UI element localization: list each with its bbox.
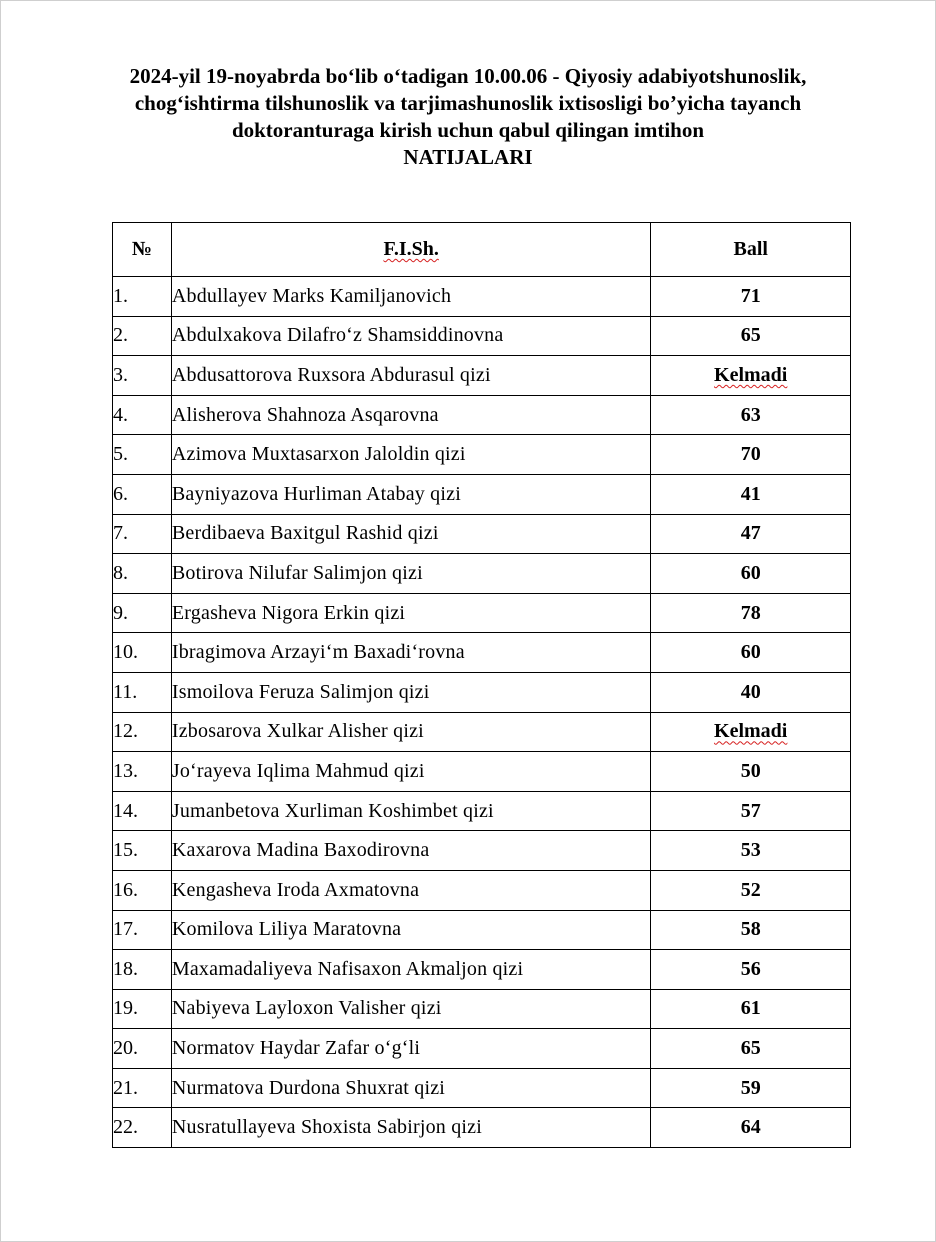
row-number: 22. [113, 1108, 172, 1148]
row-score: 64 [740, 1116, 761, 1139]
table-row [113, 277, 851, 317]
row-full-name: Izbosarova Xulkar Alisher qizi [171, 712, 651, 752]
row-score: 71 [740, 284, 761, 307]
row-score-cell [651, 989, 851, 1029]
row-number: 20. [113, 1029, 172, 1069]
row-score: 65 [740, 324, 761, 347]
row-score: 63 [740, 403, 761, 426]
row-score: 58 [740, 918, 761, 941]
table-row [113, 791, 851, 831]
results-table [112, 222, 851, 1148]
row-full-name: Kaxarova Madina Baxodirovna [171, 831, 651, 871]
row-number: 3. [113, 356, 172, 396]
row-full-name: Abdusattorova Ruxsora Abdurasul qizi [171, 356, 651, 396]
row-number: 15. [113, 831, 172, 871]
results-table-body [113, 277, 851, 1148]
row-score: 61 [740, 997, 761, 1020]
row-full-name: Ismoilova Feruza Salimjon qizi [171, 672, 651, 712]
table-row [113, 395, 851, 435]
table-row [113, 712, 851, 752]
row-score: 70 [740, 443, 761, 466]
column-header-number: № [113, 223, 172, 277]
row-score-cell [651, 277, 851, 317]
header-title: NATIJALARI [403, 145, 533, 169]
row-full-name: Nusratullayeva Shoxista Sabirjon qizi [171, 1108, 651, 1148]
table-header-row [113, 223, 851, 277]
row-number: 5. [113, 435, 172, 475]
row-score: Kelmadi [714, 720, 788, 743]
row-score: 60 [740, 641, 761, 664]
row-full-name: Botirova Nilufar Salimjon qizi [171, 554, 651, 594]
row-number: 9. [113, 593, 172, 633]
row-number: 19. [113, 989, 172, 1029]
row-score: 56 [740, 957, 761, 980]
row-number: 18. [113, 950, 172, 990]
table-row [113, 633, 851, 673]
row-number: 11. [113, 672, 172, 712]
row-number: 2. [113, 316, 172, 356]
table-row [113, 870, 851, 910]
table-row [113, 356, 851, 396]
header-line-3: doktoranturaga kirish uchun qabul qilingan imtihon [231, 118, 705, 142]
row-score-cell [651, 316, 851, 356]
row-score-cell [651, 554, 851, 594]
row-full-name: Berdibaeva Baxitgul Rashid qizi [171, 514, 651, 554]
row-score: 40 [740, 680, 761, 703]
row-full-name: Abdullayev Marks Kamiljanovich [171, 277, 651, 317]
row-score-cell [651, 1029, 851, 1069]
row-number: 1. [113, 277, 172, 317]
row-score: Kelmadi [714, 363, 788, 386]
row-score-cell [651, 910, 851, 950]
row-full-name: Jo‘rayeva Iqlima Mahmud qizi [171, 752, 651, 792]
row-score: 53 [740, 839, 761, 862]
row-full-name: Nabiyeva Layloxon Valisher qizi [171, 989, 651, 1029]
table-row [113, 435, 851, 475]
row-score-cell [651, 395, 851, 435]
row-number: 17. [113, 910, 172, 950]
row-number: 16. [113, 870, 172, 910]
row-number: 10. [113, 633, 172, 673]
table-row [113, 672, 851, 712]
header-line-2: chog‘ishtirma tilshunoslik va tarjimashunoslik ixtisosligi bo’yicha tayanch [134, 91, 802, 115]
column-header-name-text: F.I.Sh. [383, 238, 439, 260]
row-score-cell [651, 752, 851, 792]
document-header [1, 63, 935, 171]
row-score: 57 [740, 799, 761, 822]
row-full-name: Alisherova Shahnoza Asqarovna [171, 395, 651, 435]
row-score-cell [651, 633, 851, 673]
row-score-cell [651, 593, 851, 633]
row-score: 47 [740, 522, 761, 545]
column-header-ball: Ball [651, 223, 851, 277]
row-full-name: Abdulxakova Dilafro‘z Shamsiddinovna [171, 316, 651, 356]
row-score: 78 [740, 601, 761, 624]
row-score: 60 [740, 561, 761, 584]
table-row [113, 752, 851, 792]
row-full-name: Ibragimova Arzayi‘m Baxadi‘rovna [171, 633, 651, 673]
table-row [113, 554, 851, 594]
row-full-name: Maxamadaliyeva Nafisaxon Akmaljon qizi [171, 950, 651, 990]
row-score-cell [651, 712, 851, 752]
row-score: 41 [740, 482, 761, 505]
table-row [113, 514, 851, 554]
table-row [113, 950, 851, 990]
row-score-cell [651, 356, 851, 396]
table-row [113, 910, 851, 950]
row-score-cell [651, 435, 851, 475]
row-score-cell [651, 950, 851, 990]
row-score-cell [651, 1068, 851, 1108]
row-full-name: Jumanbetova Xurliman Koshimbet qizi [171, 791, 651, 831]
row-score: 65 [740, 1037, 761, 1060]
row-full-name: Komilova Liliya Maratovna [171, 910, 651, 950]
row-score: 59 [740, 1076, 761, 1099]
table-row [113, 1068, 851, 1108]
table-row [113, 989, 851, 1029]
table-row [113, 831, 851, 871]
table-row [113, 1029, 851, 1069]
row-number: 7. [113, 514, 172, 554]
row-full-name: Nurmatova Durdona Shuxrat qizi [171, 1068, 651, 1108]
row-score-cell [651, 1108, 851, 1148]
row-number: 4. [113, 395, 172, 435]
row-full-name: Kengasheva Iroda Axmatovna [171, 870, 651, 910]
table-row [113, 474, 851, 514]
row-score-cell [651, 870, 851, 910]
header-line-1: 2024-yil 19-noyabrda bo‘lib o‘tadigan 10.00.06 - Qiyosiy adabiyotshunoslik, [129, 64, 807, 88]
row-score-cell [651, 831, 851, 871]
row-score: 52 [740, 878, 761, 901]
row-full-name: Normatov Haydar Zafar o‘g‘li [171, 1029, 651, 1069]
row-score-cell [651, 791, 851, 831]
row-number: 13. [113, 752, 172, 792]
row-full-name: Ergasheva Nigora Erkin qizi [171, 593, 651, 633]
row-score-cell [651, 474, 851, 514]
row-number: 21. [113, 1068, 172, 1108]
row-number: 8. [113, 554, 172, 594]
table-row [113, 1108, 851, 1148]
row-number: 14. [113, 791, 172, 831]
row-score-cell [651, 514, 851, 554]
row-full-name: Bayniyazova Hurliman Atabay qizi [171, 474, 651, 514]
row-number: 12. [113, 712, 172, 752]
column-header-name [171, 223, 651, 277]
row-full-name: Azimova Muxtasarxon Jaloldin qizi [171, 435, 651, 475]
table-row [113, 593, 851, 633]
row-score-cell [651, 672, 851, 712]
row-number: 6. [113, 474, 172, 514]
row-score: 50 [740, 759, 761, 782]
table-row [113, 316, 851, 356]
